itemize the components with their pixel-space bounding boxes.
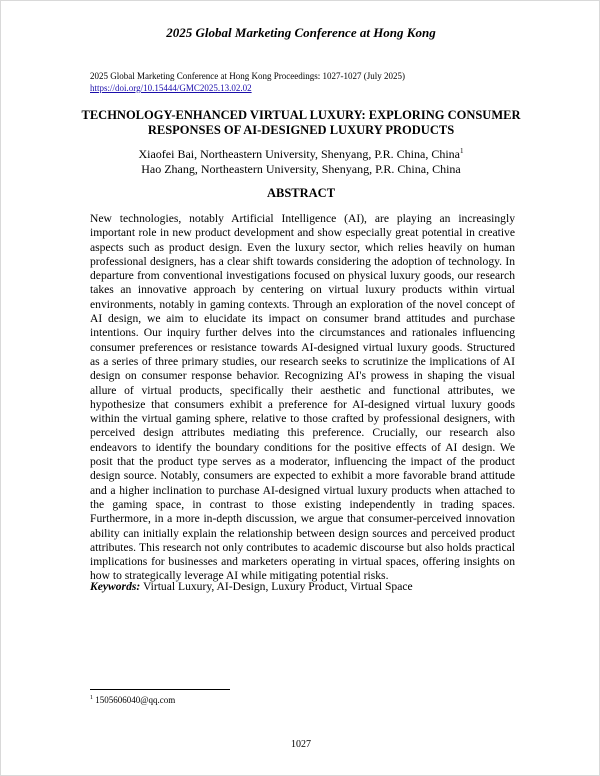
footnote-mark: 1 — [90, 695, 93, 701]
keywords-label: Keywords: — [90, 580, 141, 593]
author-line — [1, 162, 600, 177]
footnote — [90, 695, 175, 706]
conference-header: 2025 Global Marketing Conference at Hong Kong — [166, 25, 436, 40]
abstract-body: New technologies, notably Artificial Intelligence (AI), are playing an increasingly important role in new product development and show especially great potential in creative aspects such as product design. Even the luxury sector, which relies heavily on human professional designers, has a clear shift towards considering the adoption of technology. In departure from conventional investigations focused on physical luxury goods, our research takes an innovative approach by centering on virtual luxury products within virtual environments, notably in gaming contexts. Through an exploration of the novel concept of AI design, we aim to elucidate its impact on consumer brand attitudes and purchase intentions. Our inquiry further delves into the circumstances and rationales influencing consumer preferences or resistance towards AI-designed virtual luxury goods. Structured as a series of three primary studies, our research seeks to scrutinize the implications of AI design on consumer response behavior. Recognizing AI's prowess in shaping the visual allure of virtual products, specifically their aesthetic and functional attributes, we hypothesize that consumers exhibit a preference for AI-designed virtual luxury goods within the virtual gaming sphere, relative to those crafted by professional designers, with perceived design attributes mediating this preference. Crucially, our research also endeavors to identify the boundary conditions for the positive effects of AI design. We posit that the product type serves as a moderator, influencing the impact of the product design source. Notably, consumers are expected to exhibit a more favorable brand attitude and a higher inclination to purchase AI-designed virtual luxury products when attached to the gaming space, in contrast to those existing independently in trading spaces. Furthermore, in a more in-depth discussion, we argue that consumer-perceived innovation ability can initially explain the relationship between design sources and perceived product attributes. This research not only contributes to academic discourse but also holds practical implications for businesses and marketers operating in virtual spaces, offering insights on how to strategically leverage AI while mitigating potential risks. — [90, 212, 515, 583]
author-list — [1, 147, 600, 177]
author-line — [1, 147, 600, 162]
keywords-text: Virtual Luxury, AI-Design, Luxury Product, Virtual Space — [142, 580, 413, 593]
keywords-line — [90, 580, 515, 594]
proceedings-citation: 2025 Global Marketing Conference at Hong Kong Proceedings: 1027-1027 (July 2025) — [90, 71, 405, 81]
author-name: Hao Zhang, Northeastern University, Shenyang, P.R. China, China — [141, 162, 461, 176]
abstract-heading: ABSTRACT — [266, 186, 336, 200]
page-number: 1027 — [291, 739, 311, 750]
paper-title: TECHNOLOGY-ENHANCED VIRTUAL LUXURY: EXPLORING CONSUMER RESPONSES OF AI-DESIGNED LUXURY PRODUCTS — [81, 108, 521, 137]
footnote-divider — [90, 689, 230, 690]
footnote-email: 1505606040@qq.com — [95, 695, 176, 705]
doi-link[interactable]: https://doi.org/10.15444/GMC2025.13.02.02 — [90, 83, 252, 93]
footnote-mark: 1 — [460, 147, 464, 155]
author-name: Xiaofei Bai, Northeastern University, Shenyang, P.R. China, China — [138, 147, 460, 161]
